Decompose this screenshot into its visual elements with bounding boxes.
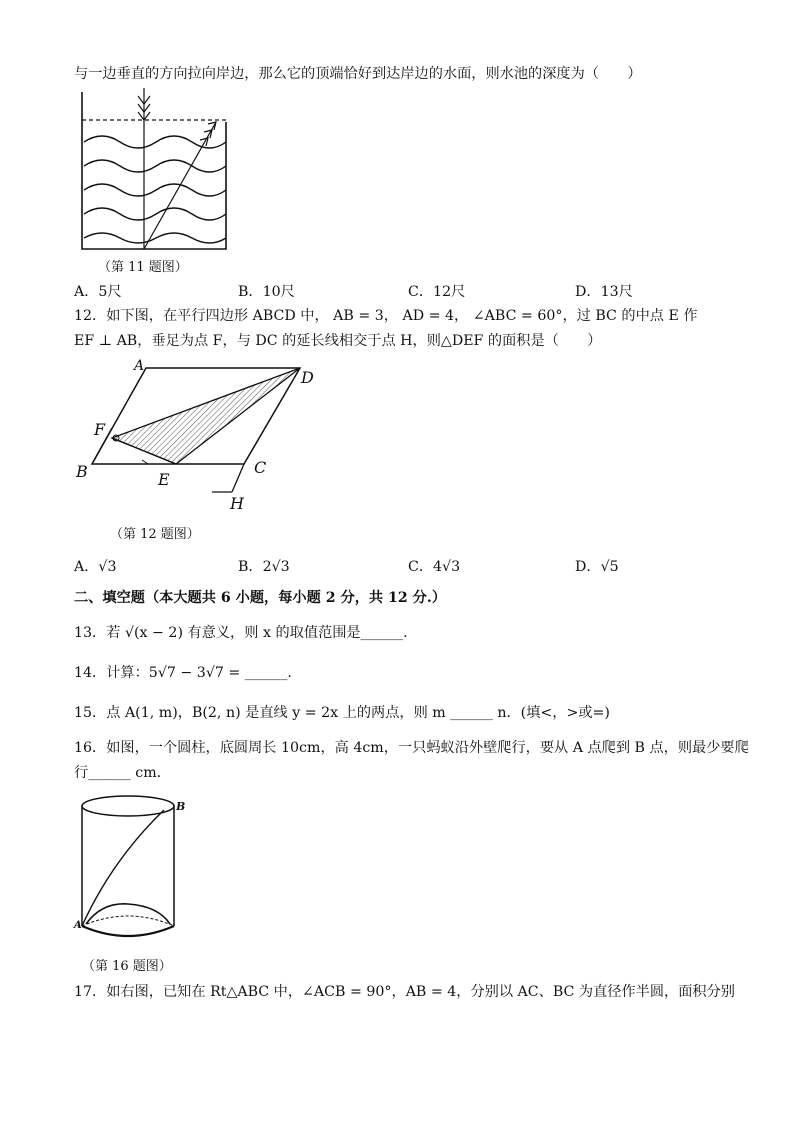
q11-text: 与一边垂直的方向拉向岸边，那么它的顶端恰好到达岸边的水面，则水池的深度为（ ） [74,66,642,82]
q12-label-h: H [230,494,244,513]
q16-caption: （第 16 题图） [82,959,172,974]
q12-option-a: A．√3 [74,559,117,575]
q16-label-a: A [74,920,82,931]
q16-label-b: B [176,800,186,813]
q12-label-d: D [301,368,314,387]
q12-label-a: A [134,358,145,374]
q11-option-b: B．10尺 [238,284,295,300]
q11-option-a: A．5尺 [74,284,122,300]
q16-line-2: 行______ cm． [74,765,171,781]
q14-text: 14．计算：5√7 − 3√7 = ______. [74,665,292,681]
q15-text: 15．点 A(1, m)，B(2, n) 是直线 y = 2x 上的两点，则 m ______ n．(填<，>或=) [74,705,610,721]
q12-line-1: 12．如下图，在平行四边形 ABCD 中， AB = 3， AD = 4， ∠ABC = 60°，过 BC 的中点 E 作 [74,308,698,324]
q11-caption: （第 11 题图） [98,260,188,275]
q11-figure [80,88,230,254]
q12-option-b: B．2√3 [238,559,290,575]
q12-option-c: C．4√3 [408,559,461,575]
q12-label-e: E [158,470,170,489]
q13-text: 13．若 √(x − 2) 有意义，则 x 的取值范围是______. [74,625,408,641]
q11-option-d: D．13尺 [575,284,633,300]
q12-label-f: F [94,420,106,439]
q12-caption: （第 12 题图） [110,527,200,542]
q16-line-1: 16．如图，一个圆柱，底圆周长 10cm，高 4cm，一只蚂蚁沿外壁爬行，要从 A 点爬到 B 点，则最少要爬 [74,740,749,756]
q16-figure [72,790,192,950]
q12-label-c: C [254,458,267,477]
q12-option-d: D．√5 [575,559,619,575]
q11-option-c: C．12尺 [408,284,466,300]
section-heading: 二、填空题（本大题共 6 小题，每小题 2 分，共 12 分.） [74,590,447,606]
q17-text: 17．如右图，已知在 Rt△ABC 中，∠ACB = 90°，AB = 4，分别以 AC、BC 为直径作半圆，面积分别 [74,984,735,1000]
q12-line-2: EF ⊥ AB，垂足为点 F，与 DC 的延长线相交于点 H，则△DEF 的面积是（ ） [74,333,602,349]
q12-label-b: B [76,462,88,481]
q12-figure [74,356,334,516]
